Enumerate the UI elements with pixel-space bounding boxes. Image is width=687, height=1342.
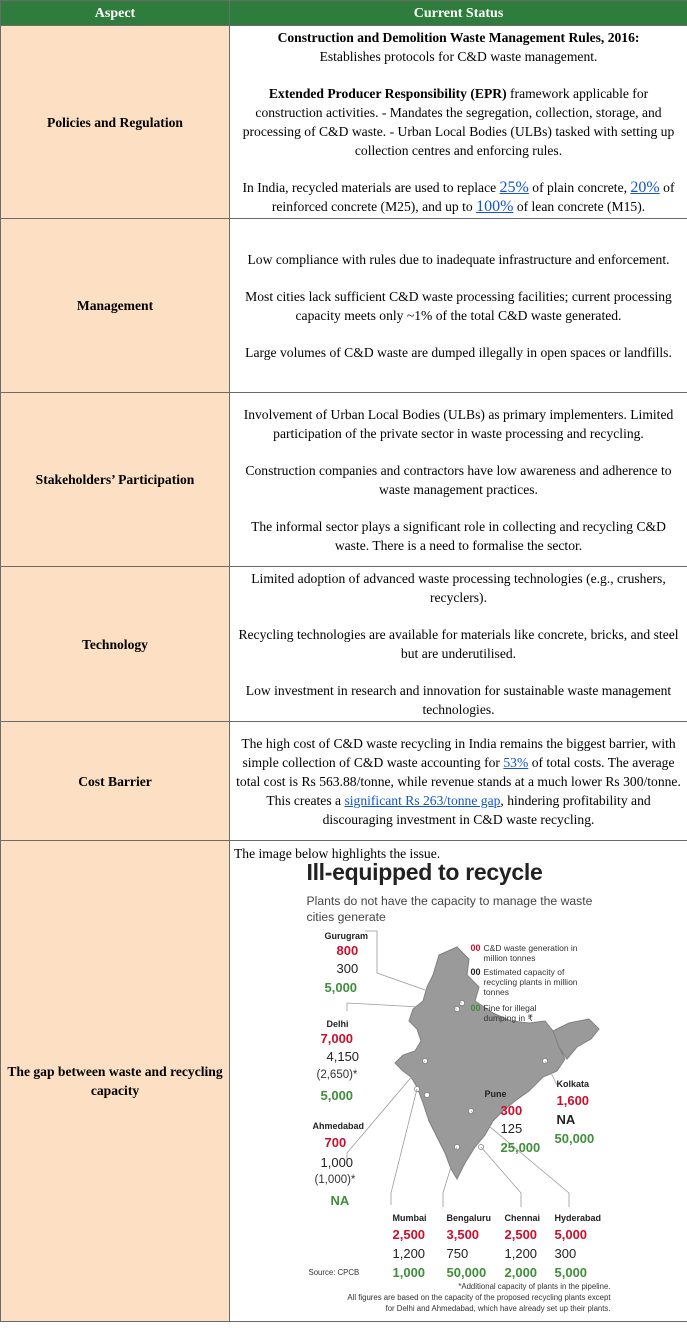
status-policies <box>230 26 687 219</box>
policies-epr-text: framework applicable for construction activities. - Mandates the segregation, collection, storage, and processing of C&D waste. - Urban Local Bodies (ULBs) tasked with setting up collection centres and enforcing rules. <box>242 86 675 158</box>
infographic-note-1: *Additional capacity of plants in the pipeline. <box>458 1282 611 1291</box>
aspect-stakeholders: Stakeholders’ Participation <box>1 393 230 567</box>
delhi-fine: 5,000 <box>320 1088 354 1103</box>
city-ahmedabad-name: Ahmedabad <box>312 1121 365 1131</box>
legend-fine <box>471 1003 564 1023</box>
city-kolkata-name: Kolkata <box>556 1079 590 1089</box>
gurugram-capacity: 300 <box>336 961 359 976</box>
technology-para-2: Recycling technologies are available for materials like concrete, bricks, and steel but are underutilised. <box>238 627 679 661</box>
policies-para-1 <box>236 28 681 66</box>
pune-generation: 300 <box>500 1103 523 1118</box>
cost-para <box>236 734 681 829</box>
technology-para-1: Limited adoption of advanced waste processing technologies (e.g., crushers, recyclers). <box>251 571 666 605</box>
policies-recycle-text-a: In India, recycled materials are used to replace <box>242 180 497 195</box>
infographic-subtitle: Plants do not have the capacity to manage the waste cities generate <box>306 894 593 924</box>
technology-para-3: Low investment in research and innovation for sustainable waste management technologies. <box>245 683 672 717</box>
chennai-capacity: 1,200 <box>504 1246 538 1261</box>
aspect-gap: The gap between waste and recycling capacity <box>1 841 230 1322</box>
kolkata-capacity: NA <box>556 1112 576 1127</box>
legend-marker-green: 00 <box>470 1003 481 1013</box>
city-mumbai-name: Mumbai <box>392 1213 427 1223</box>
header-current-status: Current Status <box>230 1 687 26</box>
city-hyderabad-name: Hyderabad <box>554 1213 602 1223</box>
status-technology <box>230 567 687 722</box>
header-aspect: Aspect <box>1 1 230 26</box>
bengaluru-generation: 3,500 <box>446 1227 480 1242</box>
policies-rules-text: Establishes protocols for C&D waste management. <box>319 49 598 64</box>
pune-capacity: 125 <box>500 1121 523 1136</box>
link-53-percent[interactable]: 53% <box>503 754 529 770</box>
city-bengaluru-name: Bengaluru <box>446 1213 492 1223</box>
mumbai-fine: 1,000 <box>392 1265 426 1280</box>
management-para-1: Low compliance with rules due to inadequate infrastructure and enforcement. <box>247 251 670 267</box>
ahmedabad-pipeline: (1,000)* <box>314 1174 356 1186</box>
mumbai-generation: 2,500 <box>392 1227 426 1242</box>
legend-generation <box>471 943 594 963</box>
chennai-fine: 2,000 <box>504 1265 538 1280</box>
policies-rules-title: Construction and Demolition Waste Management Rules, 2016: <box>277 30 640 45</box>
hyderabad-capacity: 300 <box>554 1246 577 1261</box>
link-20-percent[interactable]: 20% <box>630 179 660 196</box>
legend-text-capacity: Estimated capacity of recycling plants in million tonnes <box>483 967 578 997</box>
gap-intro: The image below highlights the issue. <box>234 846 441 861</box>
cost-text-1: The high cost of C&D waste recycling in India remains the biggest barrier, with simple collection of C&D waste accounting for <box>241 735 676 770</box>
legend-marker-red: 00 <box>470 943 481 953</box>
status-cost-barrier <box>230 722 687 841</box>
table-row-management <box>1 219 687 393</box>
status-management <box>230 219 687 393</box>
infographic-note-3: for Delhi and Ahmedabad, which have already set up their plants. <box>385 1304 611 1313</box>
legend-text-generation: C&D waste generation in million tonnes <box>483 943 578 963</box>
delhi-pipeline: (2,650)* <box>316 1069 358 1081</box>
policies-recycle-text-c: of reinforced concrete (M25), and up to <box>271 180 675 214</box>
policies-epr-title: Extended Producer Responsibility (EPR) <box>268 86 507 101</box>
stakeholders-para-1: Involvement of Urban Local Bodies (ULBs) as primary implementers. Limited participation of the private sector in waste processing and recycling. <box>243 406 674 441</box>
table-row-stakeholders <box>1 393 687 567</box>
gurugram-fine: 5,000 <box>324 980 358 995</box>
management-para-2: Most cities lack sufficient C&D waste processing facilities; current processing capacity meets only ~1% of the total C&D waste generated. <box>245 288 672 323</box>
policies-recycle-text-b: of plain concrete, <box>532 180 628 195</box>
table-row-gap <box>1 841 687 1322</box>
legend-marker-black: 00 <box>470 967 481 977</box>
bengaluru-capacity: 750 <box>446 1246 469 1261</box>
infographic-note-2: All figures are based on the capacity of the proposed recycling plants except <box>347 1293 611 1302</box>
policies-para-3 <box>236 178 681 216</box>
cost-text-2: of total costs. The average total cost is Rs 563.88/tonne, while revenue stands at a much lower Rs 300/tonne. This creates a <box>236 754 681 808</box>
aspect-management: Management <box>1 219 230 393</box>
table-row-technology <box>1 567 687 722</box>
cost-text-3: , hindering profitability and discouraging investment in C&D waste recycling. <box>322 792 651 827</box>
city-chennai-name: Chennai <box>504 1213 541 1223</box>
delhi-generation: 7,000 <box>320 1031 354 1046</box>
aspect-policies: Policies and Regulation <box>1 26 230 219</box>
ahmedabad-generation: 700 <box>324 1135 347 1150</box>
aspect-cost-barrier: Cost Barrier <box>1 722 230 841</box>
marker-pune <box>424 1092 429 1097</box>
kolkata-generation: 1,600 <box>556 1093 590 1108</box>
ahmedabad-capacity: 1,000 <box>320 1155 354 1170</box>
chennai-generation: 2,500 <box>504 1227 538 1242</box>
bengaluru-fine: 50,000 <box>446 1265 487 1280</box>
table-row-cost <box>1 722 687 841</box>
city-pune-name: Pune <box>484 1089 507 1099</box>
table-header-row <box>1 1 687 26</box>
link-25-percent[interactable]: 25% <box>499 179 529 196</box>
legend-text-fine: Fine for illegal dumping in ₹ <box>483 1003 537 1023</box>
link-cost-gap[interactable]: significant Rs 263/tonne gap <box>344 792 501 808</box>
status-gap <box>230 841 687 1322</box>
policies-recycle-text-d: of lean concrete (M15). <box>516 199 646 214</box>
pune-fine: 25,000 <box>500 1140 541 1155</box>
aspect-technology: Technology <box>1 567 230 722</box>
infographic-source: Source: CPCB <box>308 1268 360 1277</box>
infographic <box>306 859 611 1313</box>
ahmedabad-fine: NA <box>330 1193 350 1208</box>
policies-para-2 <box>236 84 681 160</box>
stakeholders-para-3: The informal sector plays a significant role in collecting and recycling C&D waste. There is a need to formalise the sector. <box>251 518 666 553</box>
hyderabad-fine: 5,000 <box>554 1265 588 1280</box>
table-row-policies <box>1 26 687 219</box>
link-100-percent[interactable]: 100% <box>476 198 514 215</box>
gurugram-generation: 800 <box>336 943 359 958</box>
city-gurugram-name: Gurugram <box>324 931 369 941</box>
kolkata-fine: 50,000 <box>554 1131 595 1146</box>
hyderabad-generation: 5,000 <box>554 1227 588 1242</box>
city-delhi-name: Delhi <box>326 1019 349 1029</box>
delhi-capacity: 4,150 <box>326 1049 360 1064</box>
stakeholders-para-2: Construction companies and contractors have low awareness and adherence to waste management practices. <box>245 462 672 497</box>
mumbai-capacity: 1,200 <box>392 1246 426 1261</box>
legend-capacity <box>471 967 580 997</box>
status-stakeholders <box>230 393 687 567</box>
management-para-3: Large volumes of C&D waste are dumped illegally in open spaces or landfills. <box>245 344 672 360</box>
infographic-title: Ill-equipped to recycle <box>306 859 543 885</box>
